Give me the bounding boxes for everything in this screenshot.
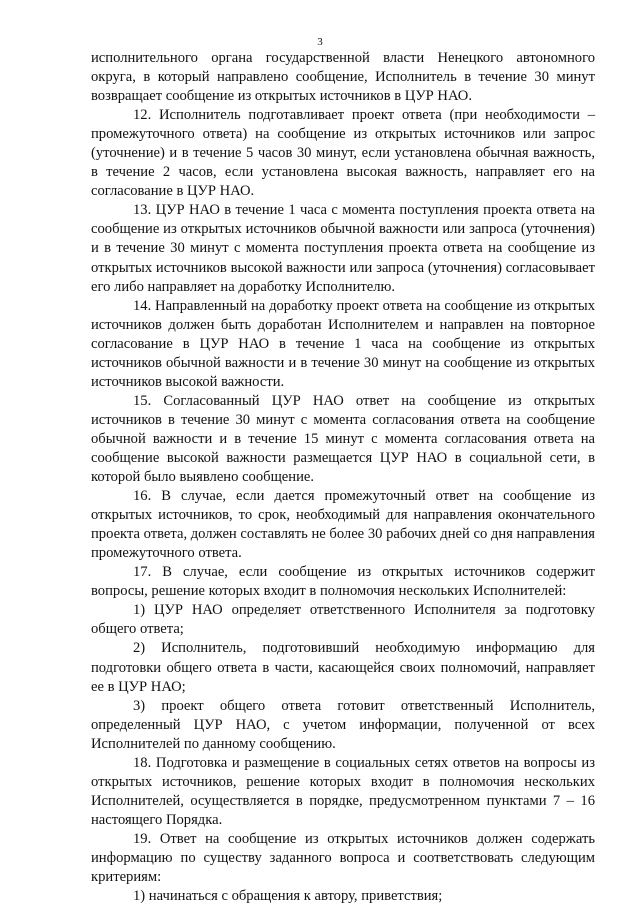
paragraph-item-17: 17. В случае, если сообщение из открытых источников содержит вопросы, решение которых входит в полномочия нескольких Исполнителей: <box>91 564 595 600</box>
paragraph-subitem-19-1: 1) начинаться с обращения к автору, приветствия; <box>133 888 443 905</box>
paragraph-item-18: 18. Подготовка и размещение в социальных сетях ответов на вопросы из открытых источников, решение которых входит в полномочия нескольких Исполнителей, осуществляется в порядке, предусмотренном пунктами 7 – 16 настоящего Порядка. <box>91 754 595 828</box>
paragraph-item-13: 13. ЦУР НАО в течение 1 часа с момента поступления проекта ответа на сообщение из открытых источников обычной важности или запроса (уточнения) и в течение 30 минут с момента поступления проекта ответа на сообщение из открытых источников высокой важности или запроса (уточнения) согласовывает его либо направляет на доработку Исполнителю. <box>91 202 595 295</box>
paragraph-item-12: 12. Исполнитель подготавливает проект ответа (при необходимости – промежуточного ответа) на сообщение из открытых источников или запрос (уточнение) и в течение 5 часов 30 минут, если установлена обычная важность, в течение 2 часов, если установлена высокая важность, направляет его на согласование в ЦУР НАО. <box>91 107 595 200</box>
paragraph-subitem-17-1: 1) ЦУР НАО определяет ответственного Исполнителя за подготовку общего ответа; <box>91 602 595 638</box>
page-number: 3 <box>317 36 323 48</box>
paragraph-continuation: исполнительного органа государственной власти Ненецкого автономного округа, в который направлено сообщение, Исполнитель в течение 30 минут возвращает сообщение из открытых источников в ЦУР НАО. <box>91 50 595 105</box>
paragraph-item-14: 14. Направленный на доработку проект ответа на сообщение из открытых источников должен быть доработан Исполнителем и направлен на повторное согласование в ЦУР НАО в течение 1 часа на сообщение из открытых источников обычной важности и в течение 30 минут на сообщение из открытых источников высокой важности. <box>91 297 595 390</box>
paragraph-subitem-17-2: 2) Исполнитель, подготовивший необходимую информацию для подготовки общего ответа в части, касающейся своих полномочий, направляет ее в ЦУР НАО; <box>91 640 595 695</box>
paragraph-subitem-17-3: 3) проект общего ответа готовит ответственный Исполнитель, определенный ЦУР НАО, с учетом информации, полученной от всех Исполнителей по данному сообщению. <box>91 697 595 752</box>
paragraph-item-19: 19. Ответ на сообщение из открытых источников должен содержать информацию по существу заданного вопроса и соответствовать следующим критериям: <box>91 830 595 886</box>
document-body <box>91 49 595 906</box>
paragraph-item-16: 16. В случае, если дается промежуточный ответ на сообщение из открытых источников, то срок, необходимый для направления окончательного проекта ответа, должен составлять не более 30 рабочих дней со дня направления промежуточного ответа. <box>91 488 595 562</box>
paragraph-item-15: 15. Согласованный ЦУР НАО ответ на сообщение из открытых источников в течение 30 минут с момента согласования ответа на сообщение обычной важности и в течение 15 минут с момента согласования ответа на сообщение высокой важности размещается ЦУР НАО в социальной сети, в которой было выявлено сообщение. <box>91 392 595 486</box>
